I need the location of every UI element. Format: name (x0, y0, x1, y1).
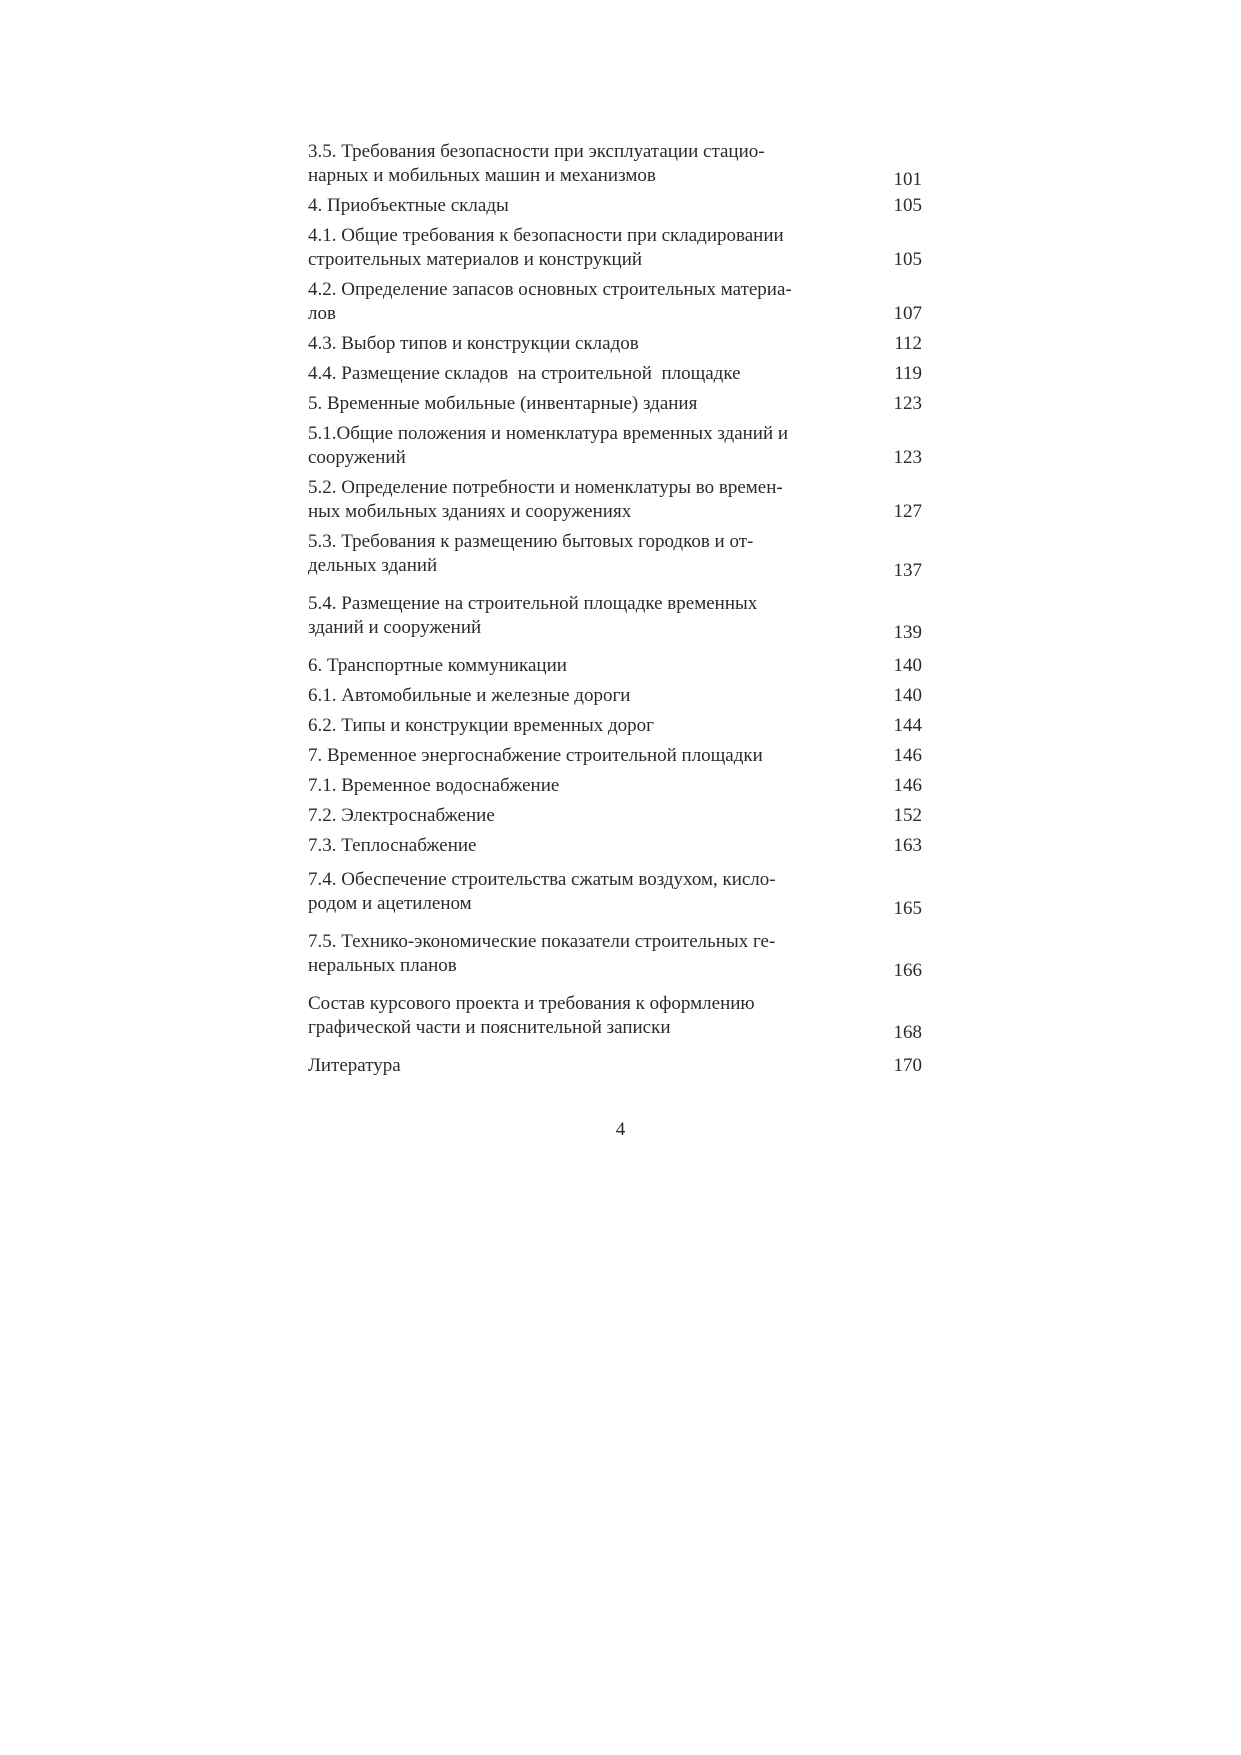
toc-entry-title: Литература (308, 1055, 401, 1076)
toc-entry-title: 5.3. Требования к размещению бытовых городков и от- дельных зданий (308, 531, 754, 576)
toc-entry-title: 4.3. Выбор типов и конструкции складов (308, 333, 639, 354)
toc-entry (308, 868, 922, 919)
toc-entry-page: 165 (893, 898, 922, 919)
toc-entry-title: 4.1. Общие требования к безопасности при складировании строительных материалов и конструкций (308, 225, 784, 270)
toc-entry-page: 146 (893, 745, 922, 766)
toc-entry-page: 140 (893, 685, 922, 706)
toc-entry (308, 392, 922, 416)
toc-entry-title: 7.3. Теплоснабжение (308, 835, 477, 856)
toc-entry-title: 6.2. Типы и конструкции временных дорог (308, 715, 654, 736)
toc-entry-page: 140 (893, 655, 922, 676)
toc-entry (308, 992, 922, 1043)
toc-entry-page: 112 (894, 333, 922, 354)
toc-entry-page: 152 (893, 805, 922, 826)
toc-entry-page: 144 (893, 715, 922, 736)
toc-entry-page: 139 (893, 622, 922, 643)
toc-entry-title: 5.2. Определение потребности и номенклатуры во времен- ных мобильных зданиях и сооружениях (308, 477, 783, 522)
toc-entry-title: 6.1. Автомобильные и железные дороги (308, 685, 631, 706)
toc-entry (308, 834, 922, 858)
table-of-contents (308, 140, 922, 1078)
toc-entry (308, 422, 922, 470)
toc-entry (308, 592, 922, 643)
toc-entry (308, 362, 922, 386)
toc-entry-title: 7.5. Технико-экономические показатели строительных ге- неральных планов (308, 931, 776, 976)
toc-entry-title: 4. Приобъектные склады (308, 195, 509, 216)
toc-entry (308, 1054, 922, 1078)
toc-entry-title: 4.2. Определение запасов основных строительных материа- лов (308, 279, 792, 324)
toc-entry (308, 930, 922, 981)
toc-entry-title: 6. Транспортные коммуникации (308, 655, 567, 676)
toc-entry-page: 101 (893, 169, 922, 190)
toc-entry (308, 194, 922, 218)
toc-entry-page: 163 (893, 835, 922, 856)
toc-entry-title: 3.5. Требования безопасности при эксплуатации стацио- нарных и мобильных машин и механизмов (308, 141, 765, 186)
toc-entry-page: 107 (893, 303, 922, 324)
toc-entry (308, 684, 922, 708)
toc-entry-page: 105 (893, 195, 922, 216)
toc-entry (308, 530, 922, 581)
toc-entry-title: 7.2. Электроснабжение (308, 805, 495, 826)
toc-entry (308, 278, 922, 326)
toc-entry-page: 119 (894, 363, 922, 384)
toc-entry-page: 123 (893, 393, 922, 414)
toc-entry-page: 127 (893, 501, 922, 522)
toc-entry-page: 105 (893, 249, 922, 270)
toc-entry-page: 123 (893, 447, 922, 468)
toc-entry-page: 146 (893, 775, 922, 796)
toc-entry-page: 170 (893, 1055, 922, 1076)
toc-entry-title: 5.1.Общие положения и номенклатура временных зданий и сооружений (308, 423, 789, 468)
toc-entry-title: 5. Временные мобильные (инвентарные) здания (308, 393, 698, 414)
toc-entry-title: 7. Временное энергоснабжение строительной площадки (308, 745, 763, 766)
toc-entry-page: 168 (893, 1022, 922, 1043)
toc-entry (308, 714, 922, 738)
page-number: 4 (615, 1119, 626, 1140)
toc-entry-title: Состав курсового проекта и требования к оформлению графической части и пояснительной записки (308, 993, 755, 1038)
toc-entry (308, 332, 922, 356)
toc-entry-title: 5.4. Размещение на строительной площадке временных зданий и сооружений (308, 593, 758, 638)
toc-entry-page: 137 (893, 560, 922, 581)
toc-entry (308, 654, 922, 678)
toc-entry (308, 476, 922, 524)
toc-entry (308, 744, 922, 768)
toc-entry (308, 140, 922, 188)
toc-entry (308, 224, 922, 272)
toc-entry-page: 166 (893, 960, 922, 981)
toc-entry (308, 804, 922, 828)
toc-entry (308, 774, 922, 798)
toc-entry-title: 4.4. Размещение складов на строительной площадке (308, 363, 741, 384)
toc-entry-title: 7.4. Обеспечение строительства сжатым воздухом, кисло- родом и ацетиленом (308, 869, 776, 914)
toc-entry-title: 7.1. Временное водоснабжение (308, 775, 560, 796)
